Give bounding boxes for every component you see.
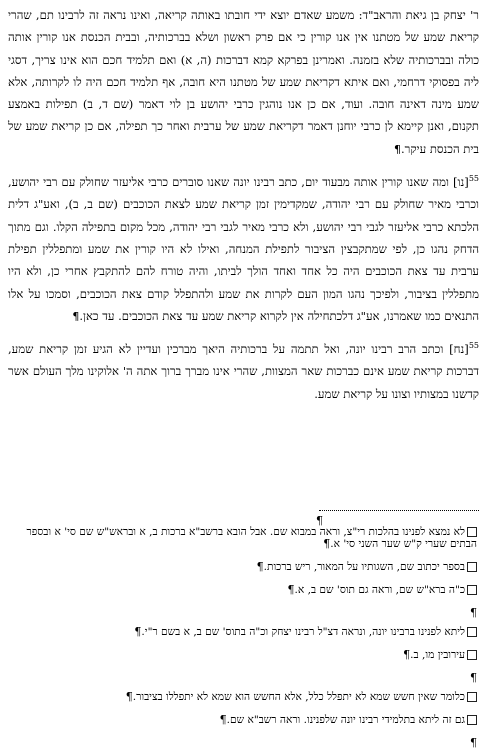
footnote-item bbox=[14, 526, 479, 550]
footnote-text: כ"ה ברא"ש שם, וראה גם תוס' שם ב, א. bbox=[294, 584, 465, 596]
footnote-item bbox=[14, 626, 479, 638]
section-marker: [נח] bbox=[449, 342, 469, 357]
pilcrow-mark: ¶ bbox=[403, 648, 411, 661]
paragraph-1 bbox=[8, 4, 479, 161]
footnote-number-box bbox=[467, 650, 477, 660]
footnote-empty-line bbox=[14, 736, 479, 749]
paragraph-text: ר' יצחק בן גיאת והראב"ד: משמע שאדם יוצא ידי חובתו באותה קריאה, ואינו נראה זה לרבינו תם, שהרי קריאת שמע של מטתנו אין אנו קורין כי אם פרק ראשון ושלא בברכותיה, ובבית הכנסת אנו קורין אותה כולה ובברכותיה שלא בזמנה. ואמרינן בפרקא קמא דברכות (ה, א) ואם תלמיד חכם הוא אינו צריך, דסגי ליה בפסוקי דרחמי, ואם איתא דקריאת שמע של מטתנו היא חובה, אף תלמיד חכם היה לו לקרותה, אלא שמע מינה דאינה חובה. ועוד, אם כן אנו נוהגין כרבי יהושע בן לוי דאמר (שם ד, ב) תפילות באמצע תקנום, ואנן קיימא לן כרבי יוחנן דאמר דקריאת שמע של ערבית ואחר כך תפילה, אם כן קריאת שמע של בית הכנסת עיקר. bbox=[8, 8, 479, 156]
footnote-text: עירובין מו, ב. bbox=[410, 649, 465, 661]
pilcrow-mark: ¶ bbox=[219, 713, 227, 726]
footnote-ref: 55 bbox=[468, 174, 479, 184]
paragraph-3 bbox=[8, 338, 479, 405]
footnote-number-box bbox=[467, 527, 477, 537]
footnote-item bbox=[14, 649, 479, 661]
footnote-item bbox=[14, 584, 479, 596]
footnote-text: כלומר שאין חשש שמא לא יתפלל כלל, אלא החשש הוא שמא לא יתפללו בציבור. bbox=[132, 691, 465, 703]
footnote-item bbox=[14, 714, 479, 726]
paragraph-2 bbox=[8, 171, 479, 328]
pilcrow-mark: ¶ bbox=[393, 142, 401, 156]
footnote-text: לא נמצא לפנינו בהלכות רי"צ, וראה במבוא שם. אבל הובא ברשב"א ברכות ב, א ובראש"ש שם סי' א ובספר הבתים שערי ק"ש שער השני סי' א. bbox=[26, 526, 477, 550]
footnote-text: ליתא לפנינו ברבינו יונה, ונראה דצ"ל רבינו יצחק וכ"ה בתוס' שם ב, א בשם ר"י. bbox=[141, 626, 465, 638]
footnote-text: בספר יכתוב שם, השגותיו על המאור, ריש ברכות. bbox=[263, 561, 465, 573]
pilcrow-mark: ¶ bbox=[72, 309, 80, 323]
section-marker: [נו] bbox=[453, 175, 469, 190]
footnote-number-box bbox=[467, 627, 477, 637]
pilcrow-mark: ¶ bbox=[287, 583, 295, 596]
footnote-empty-line bbox=[14, 606, 479, 619]
footnote-empty-line bbox=[14, 671, 479, 684]
pilcrow-mark: ¶ bbox=[470, 606, 477, 619]
pilcrow-mark: ¶ bbox=[134, 625, 142, 638]
footnote-number-box bbox=[467, 715, 477, 725]
footnotes-section bbox=[14, 510, 479, 756]
footnote-number-box bbox=[467, 562, 477, 572]
paragraph-text: ומה שאנו קורין אותה מבעוד יום, כתב רבינו יונה שאנו סוברים כרבי אליעזר שחולק עם רבי יהושע, וכרבי מאיר שחולק עם רבי יהודה, שמקדימין זמן קריאת שמע לצאת הכוכבים (שם ב, ב), ואע"ג דלית הלכתא כרבי אליעזר לגבי רבי יהושע, ולא כרבי מאיר לגבי רבי יהודה, מכל מקום בתפילה הקלו. וגם מתוך הדחק נהגו כן, לפי שמתקבצין הציבור לתפילת המנחה, ואילו לא היו קורין את שמע ומתפללין תפילת ערבית עד צאת הכוכבים היה כל אחד ואחד הולך לביתו, והיה טורח להם להתקבץ אחרי כן, ולא היו מתפללין בציבור, ולפיכך נהגו המון העם לקרות את שמע ולהתפלל קודם צאת הכוכבים, וסמכו על אלו התנאים כמו שאמרנו, אע"ג דלכתחילה אין לקרוא קריאת שמע עד צאת הכוכבים. עד כאן. bbox=[8, 175, 479, 323]
separator-pilcrow: ¶ bbox=[316, 514, 323, 527]
footnote-item bbox=[14, 561, 479, 573]
paragraph-text: וכתב הרב רבינו יונה, ואל תתמה על ברכותיה היאך מברכין ועדיין לא הגיע זמן קריאת שמע, דברכות קריאת שמע אינם כברכות שאר המצוות, שהרי אינו מברך ברוך אתה ה' אלוקינו מלך העולם אשר קדשנו במצותיו וצונו על קריאת שמע. bbox=[8, 342, 479, 401]
footnote-number-box bbox=[467, 692, 477, 702]
footnote-number-box bbox=[467, 585, 477, 595]
pilcrow-mark: ¶ bbox=[323, 537, 331, 550]
pilcrow-mark: ¶ bbox=[470, 671, 477, 684]
footnote-ref: 55 bbox=[468, 341, 479, 351]
footnote-item bbox=[14, 691, 479, 703]
pilcrow-mark: ¶ bbox=[125, 690, 133, 703]
pilcrow-mark: ¶ bbox=[470, 736, 477, 749]
pilcrow-mark: ¶ bbox=[256, 560, 264, 573]
footnote-text: גם זה ליתא בתלמידי רבינו יונה שלפנינו. וראה רשב"א שם. bbox=[226, 714, 465, 726]
